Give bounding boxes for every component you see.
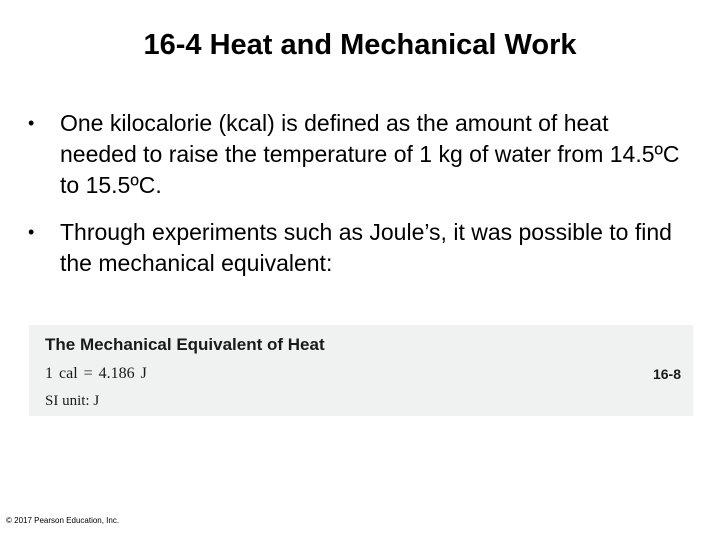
bullet-item [28,217,688,279]
equation-box-title: The Mechanical Equivalent of Heat [45,335,325,354]
bullet-marker: • [28,222,35,242]
copyright-notice: © 2017 Pearson Education, Inc. [6,516,120,525]
bullet-text: One kilocalorie (kcal) is defined as the amount of heat needed to raise the temperature of 1 kg of water from 14.5ºC to 15.5ºC. [60,110,680,198]
bullet-list [28,108,688,295]
equation-box [29,325,693,416]
bullet-item [28,108,688,201]
equation-number: 16-8 [652,366,681,382]
equation: 1 cal = 4.186 J [45,365,147,382]
si-unit: SI unit: J [45,393,100,409]
slide-title: 16-4 Heat and Mechanical Work [143,29,577,61]
bullet-marker: • [28,113,35,133]
bullet-text: Through experiments such as Joule’s, it was possible to find the mechanical equivalent: [60,219,672,276]
